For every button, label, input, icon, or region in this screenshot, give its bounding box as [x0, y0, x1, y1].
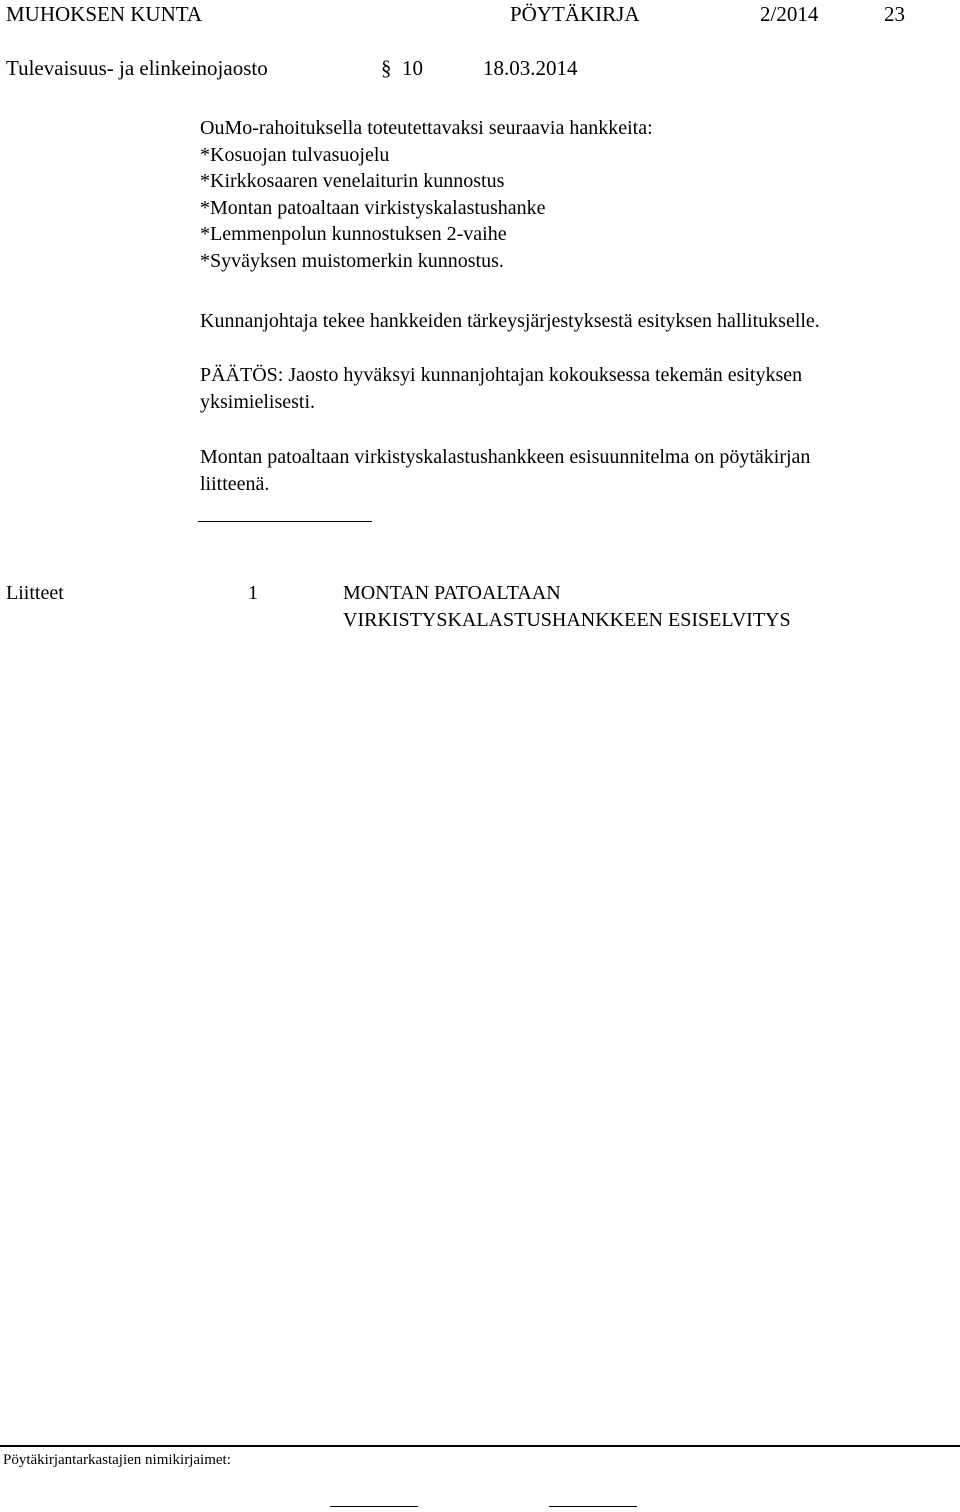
- decision-text-line1: PÄÄTÖS: Jaosto hyväksyi kunnanjohtajan kokouksessa tekemän esityksen: [200, 364, 803, 386]
- initials-label: Pöytäkirjantarkastajien nimikirjaimet:: [3, 1452, 231, 1468]
- page-number: 23: [884, 2, 905, 26]
- project-item: *Lemmenpolun kunnostuksen 2-vaihe: [200, 223, 507, 245]
- initials-signature-line-1: [330, 1506, 418, 1507]
- proposal-paragraph: [200, 308, 920, 335]
- meeting-date: 18.03.2014: [483, 56, 578, 80]
- initials-signature-line-2: [549, 1506, 637, 1507]
- decision-text-line2: yksimielisesti.: [200, 390, 315, 413]
- attachment-number: 1: [248, 582, 258, 604]
- project-item: *Montan patoaltaan virkistyskalastushanke: [200, 196, 546, 219]
- committee-name: Tulevaisuus- ja elinkeinojaosto: [6, 56, 268, 80]
- project-item: *Syväyksen muistomerkin kunnostus.: [200, 249, 504, 272]
- section-number: 10: [402, 56, 423, 80]
- attachment-title-line1: MONTAN PATOALTAAN: [343, 582, 561, 604]
- project-item: *Kosuojan tulvasuojelu: [200, 143, 390, 166]
- section-symbol: §: [381, 56, 392, 80]
- document-number: 2/2014: [760, 2, 819, 26]
- attachment-title-line2: VIRKISTYSKALASTUSHANKKEEN ESISELVITYS: [343, 609, 791, 631]
- attachments-label: Liitteet: [6, 582, 64, 604]
- project-list-section: [200, 115, 920, 274]
- organization-name: MUHOKSEN KUNTA: [6, 2, 203, 26]
- attachment-note-paragraph: [200, 444, 920, 497]
- attachment-note-line2: liitteenä.: [200, 472, 270, 495]
- project-item: *Kirkkosaaren venelaiturin kunnostus: [200, 170, 505, 192]
- proposal-text: Kunnanjohtaja tekee hankkeiden tärkeysjärjestyksestä esityksen hallitukselle.: [200, 310, 820, 332]
- intro-text: OuMo-rahoituksella toteutettavaksi seuraavia hankkeita:: [200, 117, 653, 139]
- document-type: PÖYTÄKIRJA: [510, 2, 640, 26]
- section-separator: [198, 521, 372, 522]
- decision-paragraph: [200, 362, 920, 415]
- attachment-note-line1: Montan patoaltaan virkistyskalastushankkeen esisuunnitelma on pöytäkirjan: [200, 446, 811, 468]
- footer-rule: [0, 1445, 960, 1447]
